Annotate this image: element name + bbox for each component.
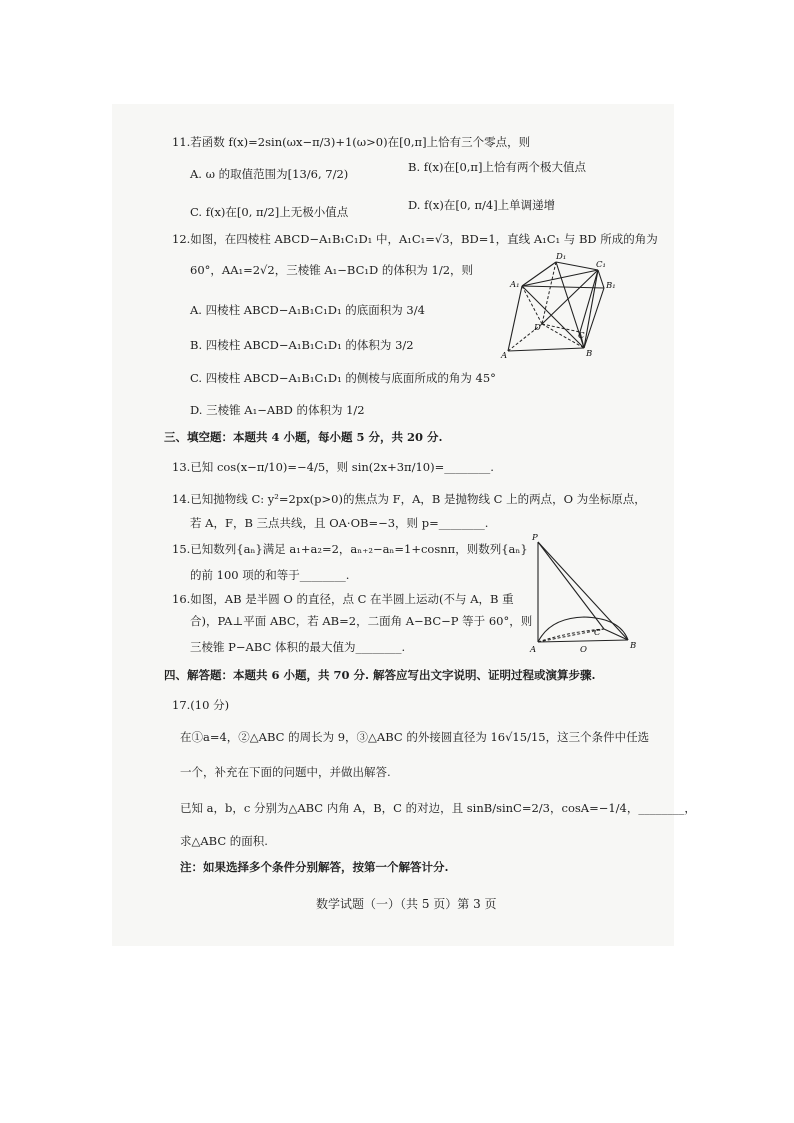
q12-stem-line2: 60°，AA₁=2√2，三棱锥 A₁−BC₁D 的体积为 1/2，则 xyxy=(190,263,474,277)
edge-p-b xyxy=(538,542,628,640)
edge-a1-b1 xyxy=(522,286,604,288)
q12-option-a: A. 四棱柱 ABCD−A₁B₁C₁D₁ 的底面积为 3/4 xyxy=(190,303,425,317)
hidden-edge-a1-d xyxy=(522,286,542,324)
q17-heading: 17.(10 分) xyxy=(172,698,230,712)
edge-c-b xyxy=(604,629,628,640)
label-b: B xyxy=(586,349,593,359)
label-c1: C₁ xyxy=(596,260,606,270)
q14-line1: 14.已知抛物线 C: y²=2px(p>0)的焦点为 F，A，B 是抛物线 C 上的两点，O 为坐标原点， xyxy=(172,492,646,506)
q13-text: 13.已知 cos(x−π/10)=−4/5，则 sin(2x+3π/10)=________. xyxy=(172,460,494,474)
semicircle-pyramid-figure xyxy=(528,532,646,656)
page-footer: 数学试题（一）（共 5 页）第 3 页 xyxy=(316,897,497,911)
edge-c1-b1 xyxy=(598,270,604,288)
q11-stem: 11.若函数 f(x)=2sin(ωx−π/3)+1(ω>0)在[0,π]上恰有三个零点，则 xyxy=(172,135,531,149)
q11-option-a: A. ω 的取值范围为[13/6, 7/2) xyxy=(190,167,349,181)
label-c: C xyxy=(594,628,601,638)
prism-figure xyxy=(500,248,620,363)
q17-conditions-line2: 一个，补充在下面的问题中，并做出解答. xyxy=(180,765,391,779)
q17-given: 已知 a，b，c 分别为△ABC 内角 A，B，C 的对边，且 sinB/sinC=2/3，cosA=−1/4，________， xyxy=(180,801,696,815)
label-p: P xyxy=(532,533,538,543)
q17-ask: 求△ABC 的面积. xyxy=(180,834,268,848)
label-a1: A₁ xyxy=(510,280,520,290)
edge-d1-c1 xyxy=(556,262,598,270)
label-b1: B₁ xyxy=(606,281,616,291)
q12-stem-line1: 12.如图，在四棱柱 ABCD−A₁B₁C₁D₁ 中，A₁C₁=√3，BD=1，直线 A₁C₁ 与 BD 所成的角为 xyxy=(172,232,658,246)
q11-option-d: D. f(x)在[0, π/4]上单调递增 xyxy=(408,198,556,212)
q16-line3: 三棱锥 P−ABC 体积的最大值为________. xyxy=(190,640,406,654)
q12-option-c: C. 四棱柱 ABCD−A₁B₁C₁D₁ 的侧棱与底面所成的角为 45° xyxy=(190,371,496,385)
q15-line2: 的前 100 项的和等于________. xyxy=(190,568,350,582)
q12-option-b: B. 四棱柱 ABCD−A₁B₁C₁D₁ 的体积为 3/2 xyxy=(190,338,414,352)
diameter-ab xyxy=(538,640,628,642)
hidden-edge-d1-d xyxy=(542,262,556,324)
label-a: A xyxy=(530,645,537,655)
q16-line1: 16.如图，AB 是半圆 O 的直径，点 C 在半圆上运动(不与 A，B 重 xyxy=(172,592,514,606)
label-d: D xyxy=(534,323,541,333)
edge-b1-b xyxy=(584,288,604,348)
diag-a1-b xyxy=(522,286,584,348)
q14-line2: 若 A，F，B 三点共线，且 OA·OB=−3，则 p=________. xyxy=(190,516,489,530)
label-c: C xyxy=(578,331,585,341)
q17-note: 注：如果选择多个条件分别解答，按第一个解答计分. xyxy=(180,860,449,874)
q15-line1: 15.已知数列{aₙ}满足 a₁+a₂=2，aₙ₊₂−aₙ=1+cosnπ，则数列{aₙ} xyxy=(172,542,528,556)
q11-option-b: B. f(x)在[0,π]上恰有两个极大值点 xyxy=(408,160,586,174)
label-b: B xyxy=(630,641,637,651)
q17-conditions: 在①a=4，②△ABC 的周长为 9，③△ABC 的外接圆直径为 16√15/15，这三个条件中任选 xyxy=(180,730,650,744)
label-d1: D₁ xyxy=(556,252,567,262)
section-fill-in-heading: 三、填空题：本题共 4 小题，每小题 5 分，共 20 分. xyxy=(164,430,443,444)
q16-line2: 合)，PA⊥平面 ABC，若 AB=2，二面角 A−BC−P 等于 60°，则 xyxy=(190,614,533,628)
edge-p-c xyxy=(538,542,604,629)
q11-option-c: C. f(x)在[0, π/2]上无极小值点 xyxy=(190,205,349,219)
label-a: A xyxy=(501,351,508,361)
semicircle-arc xyxy=(538,617,628,642)
section-answer-heading: 四、解答题：本题共 6 小题，共 70 分. 解答应写出文字说明、证明过程或演算步骤. xyxy=(164,668,596,682)
q12-option-d: D. 三棱锥 A₁−ABD 的体积为 1/2 xyxy=(190,403,365,417)
edge-a-b xyxy=(508,348,584,351)
label-o: O xyxy=(580,645,587,655)
